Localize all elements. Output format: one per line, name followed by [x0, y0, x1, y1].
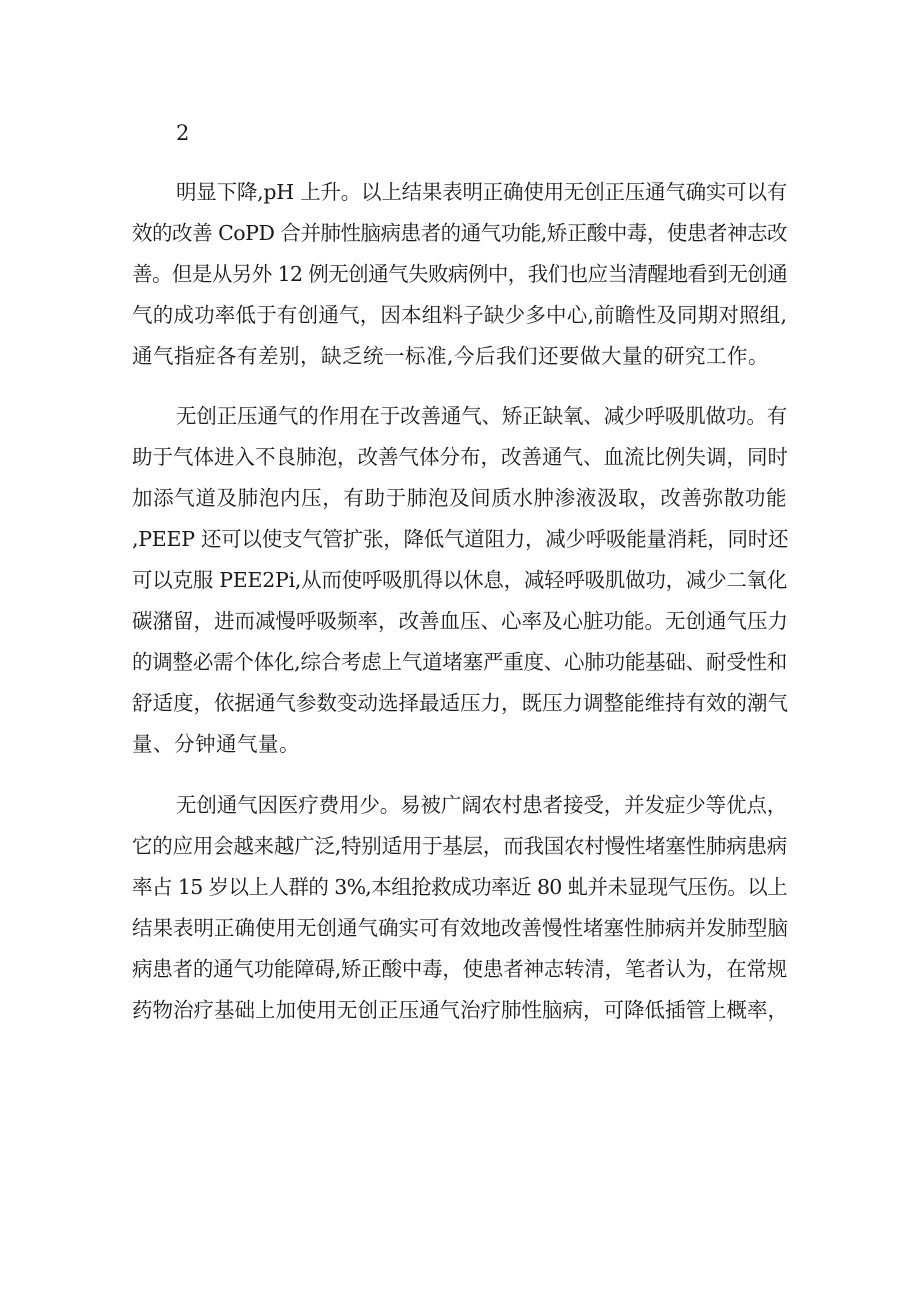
- paragraph-3-line-6: 药物治疗基础上加使用无创正压通气治疗肺性脑病，可降低插管上概率，: [132, 998, 788, 1022]
- paragraph-1-line-5: 通气指症各有差别，缺乏统一标准,今后我们还要做大量的研究工作。: [132, 344, 770, 368]
- paragraph-2-line-2: 助于气体进入不良肺泡，改善气体分布，改善通气、血流比例失调，同时: [132, 445, 788, 469]
- paragraph-1-line-1: 明显下降,pH 上升。以上结果表明正确使用无创正压通气确实可以有: [176, 180, 787, 204]
- paragraph-3-line-5: 病患者的通气功能障碍,矫正酸中毒，使患者神志转清，笔者认为，在常规: [132, 957, 787, 981]
- paragraph-3-line-2: 它的应用会越来越广泛,特别适用于基层，而我国农村慢性堵塞性肺病患病: [132, 834, 787, 858]
- paragraph-2-line-6: 碳潴留，进而减慢呼吸频率，改善血压、心率及心脏功能。无创通气压力: [132, 609, 788, 633]
- paragraph-2-line-4: ,PEEP 还可以使支气管扩张，降低气道阻力，减少呼吸能量消耗，同时还: [132, 527, 789, 551]
- page-number: 2: [176, 121, 190, 145]
- paragraph-2-line-7: 的调整必需个体化,综合考虑上气道堵塞严重度、心肺功能基础、耐受性和: [132, 650, 787, 674]
- paragraph-2-line-5: 可以克服 PEE2Pi,从而使呼吸肌得以休息，减轻呼吸肌做功，减少二氧化: [132, 568, 788, 592]
- paragraph-2-line-9: 量、分钟通气量。: [132, 732, 300, 756]
- paragraph-1-line-4: 气的成功率低于有创通气，因本组料子缺少多中心,前瞻性及同期对照组,: [132, 303, 787, 327]
- paragraph-1-line-3: 善。但是从另外 12 例无创通气失败病例中，我们也应当清醒地看到无创通: [132, 262, 787, 286]
- paragraph-1-line-2: 效的改善 CoPD 合并肺性脑病患者的通气功能,矫正酸中毒，使患者神志改: [132, 221, 787, 245]
- paragraph-2-line-3: 加添气道及肺泡内压，有助于肺泡及间质水肿渗液汲取，改善弥散功能: [132, 486, 787, 510]
- paragraph-2-line-8: 舒适度，依据通气参数变动选择最适压力，既压力调整能维持有效的潮气: [132, 691, 788, 715]
- paragraph-3-line-4: 结果表明正确使用无创通气确实可有效地改善慢性堵塞性肺病并发肺型脑: [132, 916, 788, 940]
- paragraph-3-line-1: 无创通气因医疗费用少。易被广阔农村患者接受，并发症少等优点，: [176, 793, 787, 817]
- paragraph-3-line-3: 率占 15 岁以上人群的 3%,本组抢救成功率近 80 虬并未显现气压伤。以上: [132, 875, 787, 899]
- paragraph-2-line-1: 无创正压通气的作用在于改善通气、矫正缺氧、减少呼吸肌做功。有: [176, 404, 787, 428]
